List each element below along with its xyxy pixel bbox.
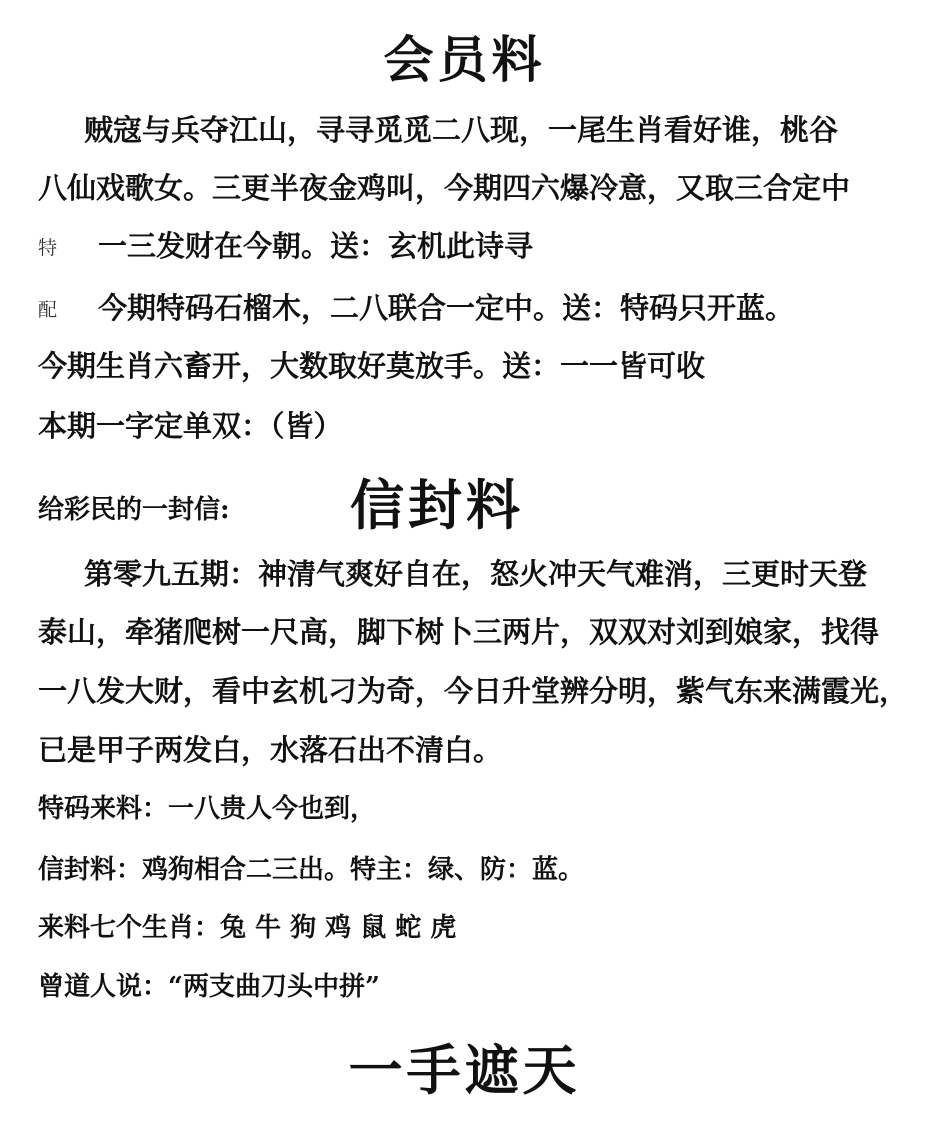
text-line: 一八发大财，看中玄机刁为奇，今日升堂辨分明，紫气东来满霞光， bbox=[38, 674, 909, 708]
text-line: 信封料：鸡狗相合二三出。特主：绿、防：蓝。 bbox=[38, 855, 585, 885]
text-line: 特码来料：一八贵人今也到， bbox=[38, 794, 377, 824]
section-title-xinfengliao: 信封料 bbox=[350, 473, 524, 537]
text-line: 八仙戏歌女。三更半夜金鸡叫，今期四六爆冷意，又取三合定中 bbox=[38, 171, 851, 205]
text-line: 曾道人说：“两支曲刀头中拼” bbox=[38, 972, 380, 1002]
text-line: 本期一字定单双：（皆） bbox=[38, 409, 343, 443]
text-line: 来料七个生肖：兔 牛 狗 鸡 鼠 蛇 虎 bbox=[38, 913, 457, 943]
text-line-pei bbox=[38, 288, 794, 330]
text-line-content: 一三发财在今朝。送：玄机此诗寻 bbox=[98, 229, 534, 263]
text-line: 贼寇与兵夺江山，寻寻觅觅二八现，一尾生肖看好谁，桃谷 bbox=[84, 113, 839, 147]
section-title-huiyuanliao: 会员料 bbox=[383, 30, 546, 89]
margin-mark-te: 特 bbox=[38, 237, 58, 259]
section-title-yishouzhetian: 一手遮天 bbox=[348, 1038, 581, 1102]
margin-mark-pei: 配 bbox=[38, 299, 58, 321]
text-line: 泰山，牵猪爬树一尺高，脚下树卜三两片，双双对刘到娘家，找得 bbox=[38, 615, 880, 649]
text-line: 今期生肖六畜开，大数取好莫放手。送：一一皆可收 bbox=[38, 349, 706, 383]
letter-label: 给彩民的一封信: bbox=[38, 495, 230, 525]
text-line-content: 今期特码石榴木，二八联合一定中。送：特码只开蓝。 bbox=[98, 291, 795, 325]
text-line-te bbox=[38, 226, 533, 268]
text-line: 第零九五期：神清气爽好自在，怒火冲天气难消，三更时天登 bbox=[84, 557, 868, 591]
text-line: 已是甲子两发白，水落石出不清白。 bbox=[38, 733, 503, 767]
